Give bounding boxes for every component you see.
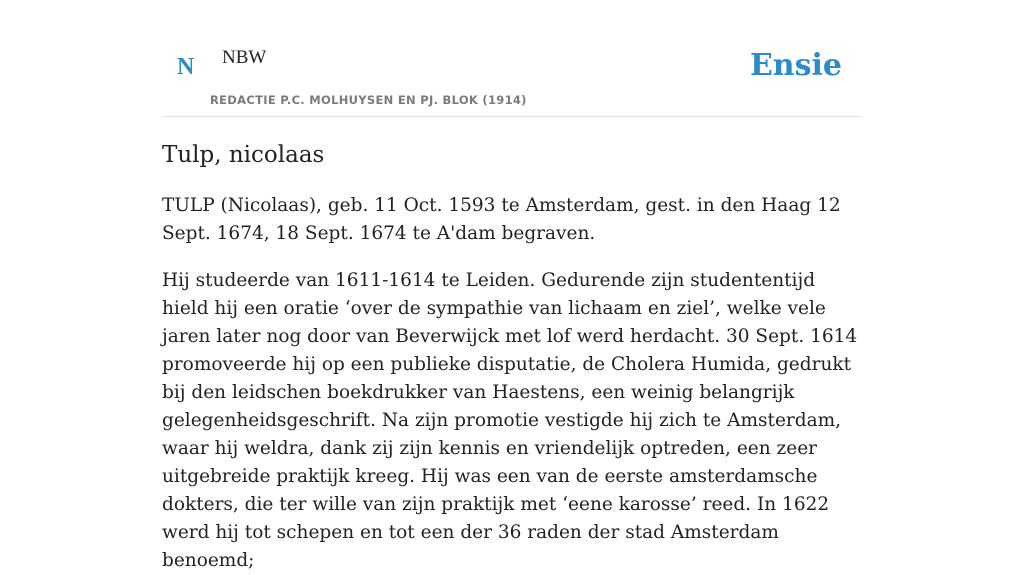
entry-body	[162, 192, 862, 575]
source-header	[162, 0, 862, 117]
brand-logo[interactable]: Ensie	[749, 48, 842, 83]
entry-paragraph: Hij studeerde van 1611-1614 te Leiden. Gedurende zijn studententijd hield hij een oratie ‘over de sympathie van lichaam en ziel’, welke vele jaren later nog door van Beverwijck met lof werd herdacht. 30 Sept. 1614 promoveerde hij op een publieke disputatie, de Cholera Humida, gedrukt bij den leidschen boekdrukker van Haestens, een weinig belangrijk gelegenheidsgeschrift. Na zijn promotie vestigde hij zich te Amsterdam, waar hij weldra, dank zij zijn kennis en vriendelijk optreden, een zeer uitgebreide praktijk kreeg. Hij was een van de eerste amsterdamsche dokters, die ter wille van zijn praktijk met ‘eene karosse’ reed. In 1622 werd hij tot schepen en tot een der 36 raden der stad Amsterdam benoemd;	[162, 269, 858, 571]
source-title[interactable]: NBW	[222, 47, 267, 68]
source-subtitle: REDACTIE P.C. MOLHUYSEN EN PJ. BLOK (1914)	[210, 93, 527, 107]
page	[162, 0, 862, 571]
source-logo[interactable]: N	[177, 54, 195, 80]
entry-title: Tulp, nicolaas	[162, 142, 325, 168]
entry-paragraph: TULP (Nicolaas), geb. 11 Oct. 1593 te Amsterdam, gest. in den Haag 12 Sept. 1674, 18 Sept. 1674 te A'dam begraven.	[162, 194, 841, 244]
